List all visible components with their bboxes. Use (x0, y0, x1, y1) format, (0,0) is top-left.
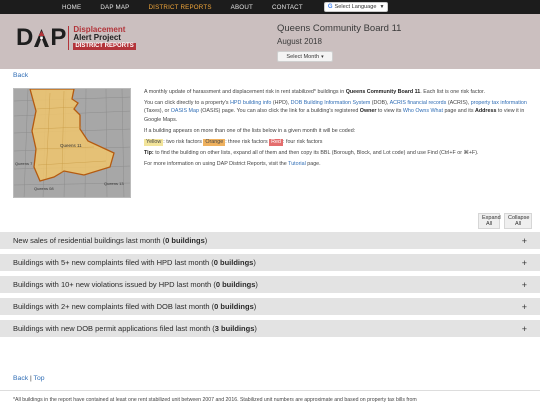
section-count: 0 buildings (213, 258, 254, 267)
logo-text (73, 26, 135, 51)
tag-orange: Orange (205, 138, 224, 145)
footer-top-link[interactable]: Top (33, 375, 45, 382)
section-count: 0 buildings (214, 302, 254, 311)
tutorial-note: For more information on using DAP District Reports, visit the Tutorial page. (144, 160, 321, 167)
district-map-svg (14, 89, 131, 198)
footer-back-link[interactable]: Back (13, 375, 29, 382)
section-count: 0 buildings (215, 280, 256, 289)
risk-legend: Yellow : two risk factors Orange : three risk factors Red : four risk factors (146, 138, 323, 145)
collapse-all-button[interactable]: Collapse All (504, 213, 532, 229)
back-link[interactable]: Back (13, 72, 29, 79)
map-label-right: Queens 13 (104, 181, 124, 186)
section-dob-permits[interactable]: Buildings with new DOB permit applications filed last month (3 buildings) + (0, 320, 540, 337)
section-title: Buildings with new DOB permit applications filed last month (13, 324, 211, 333)
nav-home[interactable]: HOME (62, 3, 82, 11)
risk-sections (0, 232, 540, 342)
section-new-sales[interactable]: New sales of residential buildings last month (0 buildings) + (0, 232, 540, 249)
logo-mark: D P (16, 24, 66, 51)
page-header (0, 14, 540, 69)
plus-icon: + (521, 323, 527, 334)
section-title: Buildings with 5+ new complaints filed with HPD last month (13, 258, 210, 267)
tag-yellow: Yellow (146, 138, 162, 145)
section-hpd-violations[interactable]: Buildings with 10+ new violations issued by HPD last month (0 buildings) + (0, 276, 540, 293)
section-dob-complaints[interactable]: Buildings with 2+ new complaints filed with DOB last month (0 buildings) + (0, 298, 540, 315)
nav-contact[interactable]: CONTACT (271, 3, 303, 11)
district-map[interactable] (13, 88, 131, 198)
top-nav (0, 0, 540, 14)
section-count: 3 buildings (214, 324, 255, 333)
section-title: Buildings with 2+ new complaints filed with DOB last month (13, 302, 210, 311)
section-title: Buildings with 10+ new violations issued by HPD last month (13, 280, 212, 289)
intro-text (144, 88, 528, 171)
map-label-main: Queens 11 (60, 143, 82, 148)
caret-down-icon: ▼ (379, 4, 385, 10)
logo-divider (68, 26, 69, 50)
nav-dap-map[interactable]: DAP MAP (100, 3, 130, 11)
intro-coding-note: If a building appears on more than one of the lists below in a given month it will be coded: (144, 127, 356, 134)
caret-down-icon: ▾ (321, 53, 324, 60)
select-month-label: Select Month (286, 53, 320, 60)
nav-district-reports[interactable]: DISTRICT REPORTS (148, 3, 212, 11)
logo-line-alert-project: Alert Project (73, 33, 121, 43)
footer-divider (0, 390, 540, 391)
tutorial-link[interactable]: Tutorial (288, 160, 306, 167)
section-hpd-complaints[interactable]: Buildings with 5+ new complaints filed with HPD last month (0 buildings) + (0, 254, 540, 271)
footnote: *All buildings in the report have contained at least one rent stabilized unit between 2007 and 2016. Stabilized unit numbers are approximate and based on property tax bills from (13, 397, 417, 403)
map-label-bottom: Queens 08 (34, 186, 54, 191)
acris-link[interactable]: ACRIS financial records (389, 100, 447, 106)
report-date: August 2018 (277, 37, 322, 46)
google-icon: G (327, 4, 333, 10)
dob-link[interactable]: DOB Building Information System (290, 100, 371, 106)
oasis-link[interactable]: OASIS Map (170, 108, 199, 115)
intro-links: You can click directly to a property's HPD building info (HPD), DOB Building Information System (DOB), ACRIS financial records (ACRIS), property tax information (Taxes), or OASIS Map (OASIS) page. You can also click the link for a building's registered Owner to view its Who Owns What page and its Address to view it in Google Maps. (144, 100, 527, 123)
plus-icon: + (521, 235, 527, 246)
expand-all-button[interactable]: Expand All (478, 213, 500, 229)
nav-about[interactable]: ABOUT (230, 3, 253, 11)
tax-link[interactable]: property tax information (470, 100, 527, 106)
language-select-label: Select Language (334, 4, 377, 10)
map-label-left: Queens 7 (15, 161, 33, 166)
language-select[interactable] (324, 2, 389, 12)
section-title: New sales of residential buildings last month (13, 236, 161, 245)
plus-icon: + (521, 301, 527, 312)
district-name: Queens Community Board 11 (345, 89, 421, 95)
footer-nav (13, 375, 45, 382)
dap-logo[interactable] (16, 25, 136, 51)
plus-icon: + (521, 279, 527, 290)
page-title: Queens Community Board 11 (277, 23, 402, 34)
intro-summary: A monthly update of harassment and displacement risk in rent stabilized* buildings in Queens Community Board 11. Each list is one risk factor. (144, 89, 485, 95)
plus-icon: + (521, 257, 527, 268)
expand-collapse-group (478, 213, 532, 229)
tip-text: Tip: to find the building on other lists, expand all of them and then copy its BBL (Borough, Block, and Lot code) and use Find (Ctrl+F or ⌘+F). (144, 149, 479, 156)
logo-line-displacement: Displacement (73, 24, 126, 34)
section-count: 0 buildings (165, 236, 205, 245)
select-month-button[interactable] (277, 51, 333, 62)
tag-red: Red (271, 138, 281, 145)
footer-separator: | (30, 375, 32, 382)
hpd-link[interactable]: HPD building info (230, 100, 272, 106)
house-a-icon (33, 28, 50, 48)
logo-line-district-reports: DISTRICT REPORTS (75, 43, 134, 50)
who-owns-what-link[interactable]: Who Owns What (402, 108, 443, 115)
